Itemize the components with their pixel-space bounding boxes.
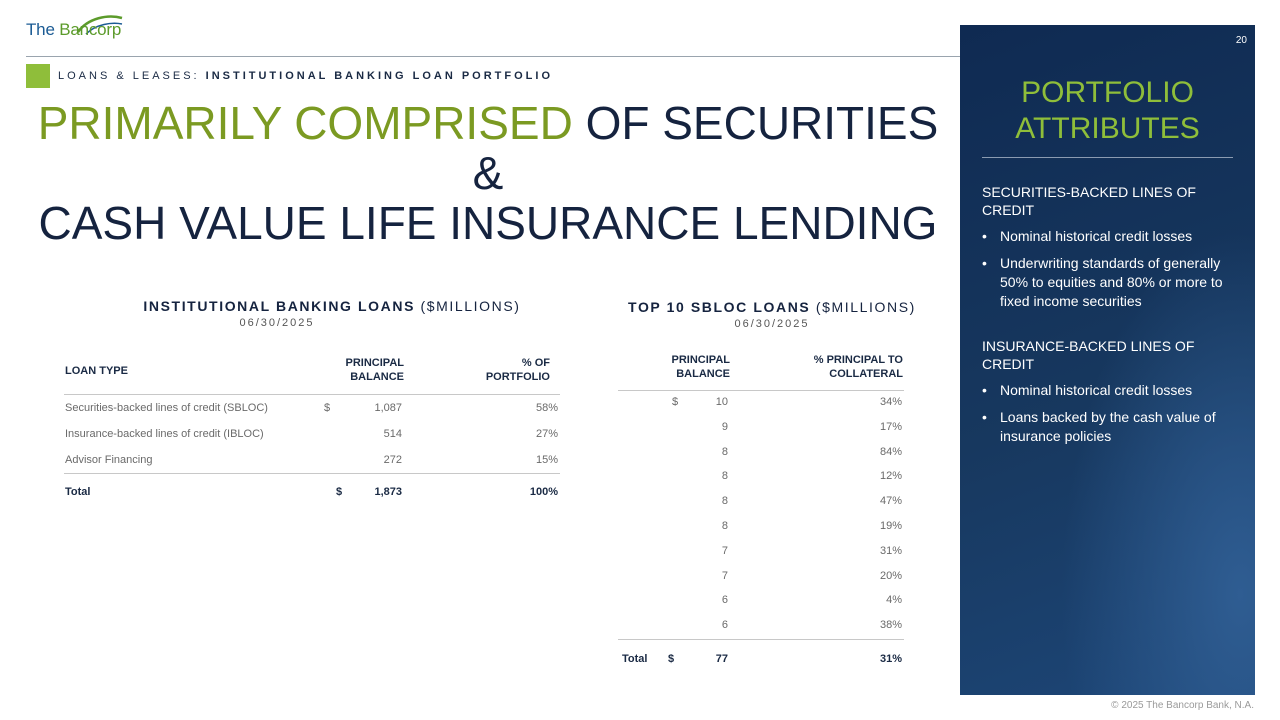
copyright: © 2025 The Bancorp Bank, N.A. <box>1111 700 1254 711</box>
principal-balance: 6 <box>721 619 728 632</box>
bullet-text: Underwriting standards of generally 50% to equities and 80% or more to fixed income securities <box>1000 255 1223 309</box>
loan-type: Securities-backed lines of credit (SBLOC) <box>65 402 268 414</box>
pct-collateral: 12% <box>879 470 902 483</box>
pct-collateral: 84% <box>879 445 902 458</box>
principal-balance: 8 <box>721 470 728 483</box>
table-row <box>64 447 560 473</box>
panel-body <box>982 183 1237 454</box>
table-row <box>618 589 904 614</box>
principal-balance: 7 <box>721 544 728 557</box>
table-row <box>618 540 904 565</box>
bullet-icon: • <box>982 228 987 244</box>
pct-portfolio: 27% <box>535 428 558 440</box>
principal-balance: 1,087 <box>374 402 402 414</box>
pct-collateral: 31% <box>879 544 902 557</box>
loan-type: Insurance-backed lines of credit (IBLOC) <box>65 428 264 440</box>
pct-collateral: 19% <box>879 519 902 532</box>
pct-collateral: 4% <box>886 594 902 607</box>
table-row <box>618 515 904 540</box>
section-text: LOANS & LEASES: INSTITUTIONAL BANKING LOAN PORTFOLIO <box>58 70 553 82</box>
bullet-text: Nominal historical credit losses <box>1000 382 1193 398</box>
section-gap <box>982 319 1237 337</box>
col-principal-balance: PRINCIPAL BALANCE <box>671 354 730 380</box>
logo-text: The Bancorp <box>26 20 122 39</box>
ib-table-header <box>64 352 560 395</box>
pct-collateral: 47% <box>879 495 902 508</box>
pct-collateral: 17% <box>879 420 902 433</box>
pct-collateral: 34% <box>879 396 902 408</box>
table-row <box>618 391 904 416</box>
table-row <box>618 441 904 466</box>
total-currency: $ <box>336 486 343 498</box>
total-currency: $ <box>668 652 675 665</box>
headline-line1-rest: OF SECURITIES & <box>472 97 939 199</box>
portfolio-attributes-panel <box>960 25 1255 695</box>
section-label <box>26 64 553 88</box>
principal-balance: 9 <box>721 420 728 433</box>
page-number: 20 <box>1235 35 1247 46</box>
col-principal-balance: PRINCIPAL BALANCE <box>345 357 404 383</box>
table-row <box>618 614 904 639</box>
bullet-item <box>982 254 1237 311</box>
principal-balance: 6 <box>721 594 728 607</box>
table-row <box>618 416 904 441</box>
section-marker-icon <box>26 64 50 88</box>
table-row <box>618 490 904 515</box>
principal-balance: 514 <box>383 428 402 440</box>
pct-collateral: 20% <box>879 569 902 582</box>
sbloc-table-header <box>618 352 904 391</box>
col-pct-collateral: % PRINCIPAL TO COLLATERAL <box>813 354 903 380</box>
panel-title: PORTFOLIO ATTRIBUTES <box>1015 76 1200 145</box>
principal-balance: 8 <box>721 519 728 532</box>
col-loan-type: LOAN TYPE <box>65 365 128 377</box>
ib-loans-table <box>64 352 560 504</box>
total-pct: 31% <box>879 652 902 665</box>
section-heading: INSURANCE-BACKED LINES OF CREDIT <box>982 338 1195 372</box>
headline-highlight: PRIMARILY COMPRISED <box>37 97 573 149</box>
pct-collateral: 38% <box>879 619 902 632</box>
table-row <box>618 465 904 490</box>
page-title <box>18 98 958 248</box>
bullet-icon: • <box>982 382 987 398</box>
pct-portfolio: 58% <box>535 402 558 414</box>
table-row <box>64 421 560 447</box>
bullet-text: Loans backed by the cash value of insurance policies <box>1000 409 1216 444</box>
sbloc-total-row <box>618 639 904 674</box>
total-label: Total <box>65 486 91 498</box>
bullet-item <box>982 227 1237 246</box>
total-balance: 77 <box>715 652 728 665</box>
principal-balance: 7 <box>721 569 728 582</box>
total-pct: 100% <box>529 486 558 498</box>
ib-table-title: INSTITUTIONAL BANKING LOANS ($MILLIONS) <box>143 298 521 314</box>
bullet-icon: • <box>982 255 987 271</box>
total-label: Total <box>622 652 648 665</box>
col-pct-portfolio: % OF PORTFOLIO <box>485 357 550 383</box>
section-heading: SECURITIES-BACKED LINES OF CREDIT <box>982 184 1196 218</box>
table-row <box>618 565 904 590</box>
currency: $ <box>324 402 331 414</box>
ib-table-date: 06/30/2025 <box>239 317 315 329</box>
bullet-icon: • <box>982 409 987 425</box>
bullet-item <box>982 381 1237 400</box>
principal-balance: 8 <box>721 495 728 508</box>
bullet-item <box>982 408 1237 446</box>
sbloc-loans-table <box>618 352 904 674</box>
sbloc-table-title: TOP 10 SBLOC LOANS ($MILLIONS) <box>628 299 916 315</box>
pct-portfolio: 15% <box>535 454 558 466</box>
bullet-text: Nominal historical credit losses <box>1000 228 1193 244</box>
principal-balance: 8 <box>721 445 728 458</box>
principal-balance: 10 <box>715 396 728 408</box>
principal-balance: 272 <box>383 454 402 466</box>
bancorp-logo <box>26 14 121 54</box>
headline-line2: CASH VALUE LIFE INSURANCE LENDING <box>38 197 938 249</box>
table-row <box>64 395 560 421</box>
panel-divider <box>982 157 1233 158</box>
currency: $ <box>672 396 679 408</box>
ib-total-row <box>64 473 560 504</box>
total-balance: 1,873 <box>374 486 402 498</box>
sbloc-table-date: 06/30/2025 <box>734 318 810 330</box>
loan-type: Advisor Financing <box>65 454 153 466</box>
